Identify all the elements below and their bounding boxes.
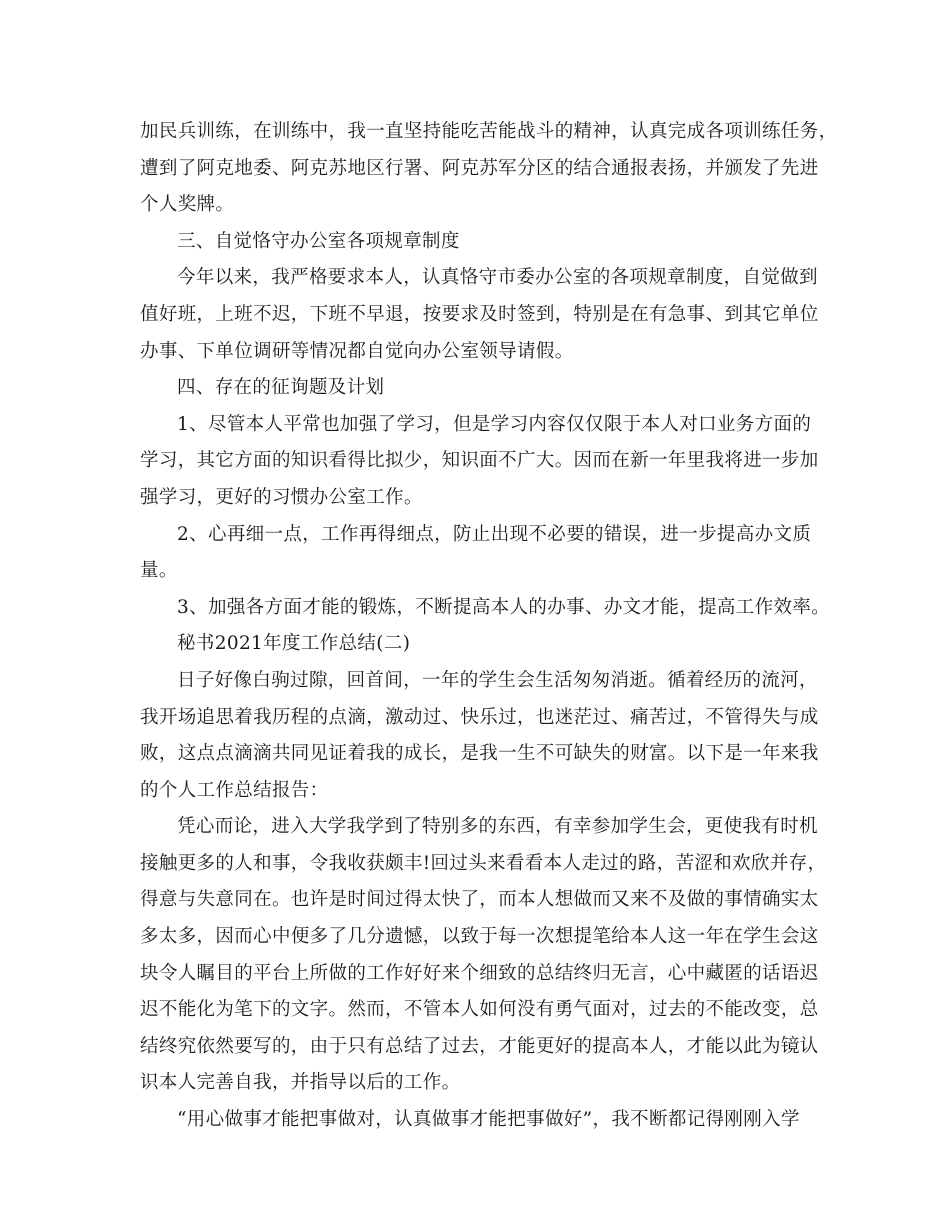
text-line: 2、心再细一点，工作再得细点，防止出现不必要的错误，进一步提高办文质	[177, 523, 812, 545]
text-line: 办事、下单位调研等情况都自觉向办公室领导请假。	[140, 340, 574, 362]
text-line: 的个人工作总结报告：	[140, 779, 329, 801]
text-line: 三、自觉恪守办公室各项规章制度	[177, 230, 460, 252]
text-line: 秘书2021年度工作总结(二)	[177, 633, 411, 655]
text-line: 我开场追思着我历程的点滴，激动过、快乐过，也迷茫过、痛苦过，不管得失与成	[140, 706, 819, 728]
text-line: “用心做事才能把事做对，认真做事才能把事做好”，我不断都记得刚刚入学	[177, 1109, 800, 1131]
text-line: 块令人瞩目的平台上所做的工作好好来个细致的总结终归无言，心中藏匿的话语迟	[140, 962, 819, 984]
text-line: 值好班，上班不迟，下班不早退，按要求及时签到，特别是在有急事、到其它单位	[140, 303, 819, 325]
document-body	[140, 114, 838, 1139]
text-line: 学习，其它方面的知识看得比拟少，知识面不广大。因而在新一年里我将进一步加	[140, 450, 819, 472]
text-line: 个人奖牌。	[140, 194, 235, 216]
text-line: 强学习，更好的习惯办公室工作。	[140, 486, 423, 508]
text-line: 日子好像白驹过隙，回首间，一年的学生会生活匆匆消逝。循着经历的流河，	[177, 669, 818, 691]
text-line: 加民兵训练，在训练中，我一直坚持能吃苦能战斗的精神，认真完成各项训练任务，	[140, 121, 838, 142]
text-line: 识本人完善自我，并指导以后的工作。	[140, 1072, 461, 1094]
text-line: 今年以来，我严格要求本人，认真恪守市委办公室的各项规章制度，自觉做到	[177, 267, 818, 289]
text-line: 四、存在的征询题及计划	[177, 377, 385, 399]
text-line: 3、加强各方面才能的锻炼，不断提高本人的办事、办文才能，提高工作效率。	[177, 596, 831, 618]
text-line: 败，这点点滴滴共同见证着我的成长，是我一生不可缺失的财富。以下是一年来我	[140, 743, 819, 765]
text-line: 量。	[140, 560, 178, 582]
text-line: 多太多，因而心中便多了几分遗憾，以致于每一次想提笔给本人这一年在学生会这	[140, 926, 819, 948]
text-line: 得意与失意同在。也许是时间过得太快了，而本人想做而又来不及做的事情确实太	[140, 889, 819, 911]
text-line: 凭心而论，进入大学我学到了特别多的东西，有幸参加学生会，更使我有时机	[177, 816, 818, 838]
text-line: 接触更多的人和事，令我收获颇丰!回过头来看看本人走过的路，苦涩和欢欣并存，	[140, 852, 827, 874]
text-line: 迟不能化为笔下的文字。然而，不管本人如何没有勇气面对，过去的不能改变，总	[140, 999, 819, 1021]
text-line: 结终究依然要写的，由于只有总结了过去，才能更好的提高本人，才能以此为镜认	[140, 1035, 819, 1057]
text-line: 1、尽管本人平常也加强了学习，但是学习内容仅仅限于本人对口业务方面的	[177, 413, 812, 435]
text-line: 遭到了阿克地委、阿克苏地区行署、阿克苏军分区的结合通报表扬，并颁发了先进	[140, 157, 819, 179]
